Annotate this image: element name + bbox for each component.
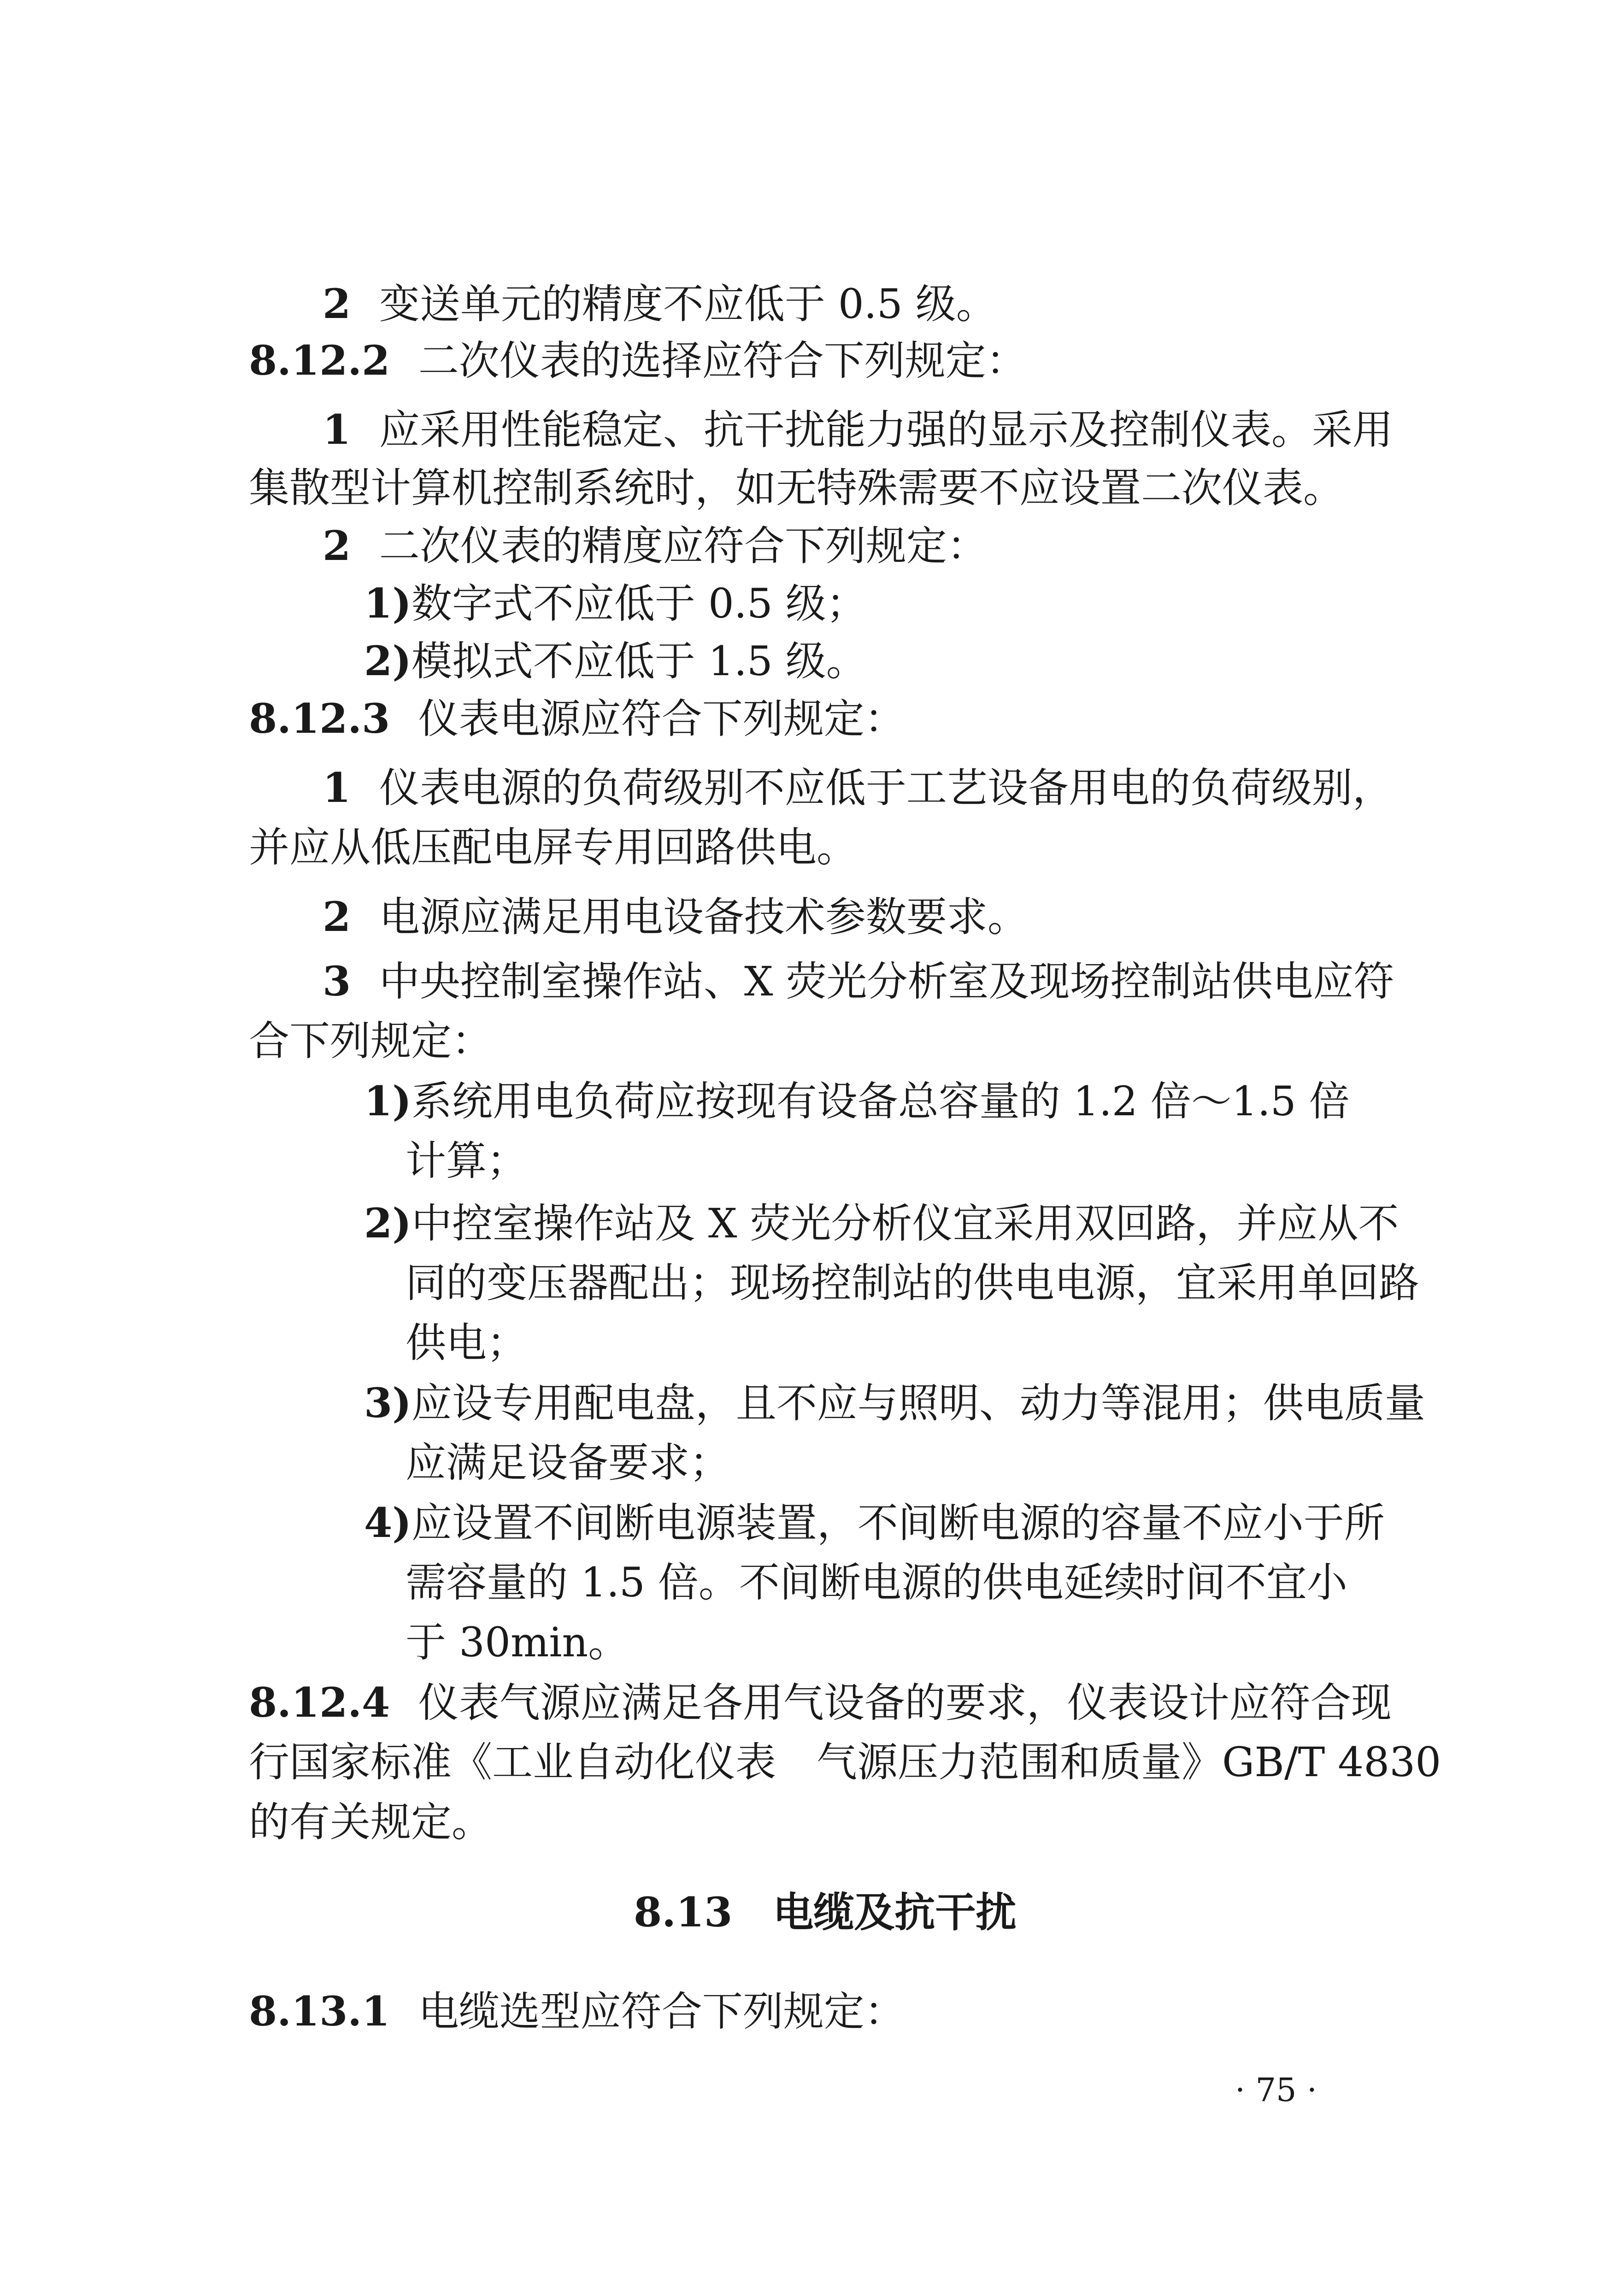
text-line: 并应从低压配电屏专用回路供电。: [249, 824, 858, 871]
text-line: 计算；: [406, 1137, 528, 1184]
text-line: 1 仪表电源的负荷级别不应低于工艺设备用电的负荷级别，: [323, 764, 1393, 812]
list-item: 4)应设置不间断电源装置，不间断电源的容量不应小于所: [364, 1499, 1385, 1547]
text-line: 于 30min。: [406, 1619, 629, 1666]
text-line: 的有关规定。: [249, 1798, 493, 1846]
text-line: 2 电源应满足用电设备技术参数要求。: [323, 893, 1028, 941]
list-item: 3)应设专用配电盘，且不应与照明、动力等混用；供电质量: [364, 1379, 1425, 1427]
section-heading: 8.13 电缆及抗干扰: [634, 1888, 1017, 1936]
text-line: 供电；: [406, 1319, 528, 1366]
list-item: 1)数字式不应低于 0.5 级；: [364, 579, 867, 627]
text-line: 3 中央控制室操作站、X 荧光分析室及现场控制站供电应符: [323, 957, 1394, 1005]
list-item: 1)系统用电负荷应按现有设备总容量的 1.2 倍～1.5 倍: [364, 1077, 1350, 1125]
text-line: 行国家标准《工业自动化仪表 气源压力范围和质量》GB/T 4830: [249, 1738, 1441, 1786]
clause-8-13-1: 8.13.1 电缆选型应符合下列规定：: [249, 1987, 905, 2035]
text-line: 2 二次仪表的精度应符合下列规定：: [323, 522, 988, 570]
list-item: 2)模拟式不应低于 1.5 级。: [364, 637, 867, 685]
clause-8-12-4: 8.12.4 仪表气源应满足各用气设备的要求，仪表设计应符合现: [249, 1678, 1392, 1726]
text-line: 集散型计算机控制系统时，如无特殊需要不应设置二次仪表。: [249, 464, 1344, 512]
clause-8-12-2: 8.12.2 二次仪表的选择应符合下列规定：: [249, 336, 1027, 384]
text-line: 应满足设备要求；: [406, 1439, 730, 1486]
text-line: 合下列规定：: [249, 1017, 493, 1065]
text-line: 同的变压器配出；现场控制站的供电电源，宜采用单回路: [406, 1259, 1420, 1307]
list-item: 2)中控室操作站及 X 荧光分析仪宜采用双回路，并应从不: [364, 1199, 1399, 1247]
text-line: 1 应采用性能稳定、抗干扰能力强的显示及控制仪表。采用: [323, 406, 1393, 453]
clause-8-12-3: 8.12.3 仪表电源应符合下列规定：: [249, 695, 905, 742]
text-line: 2 变送单元的精度不应低于 0.5 级。: [323, 280, 997, 328]
page-number: · 75 ·: [1235, 2071, 1317, 2109]
text-line: 需容量的 1.5 倍。不间断电源的供电延续时间不宜小: [406, 1559, 1347, 1606]
